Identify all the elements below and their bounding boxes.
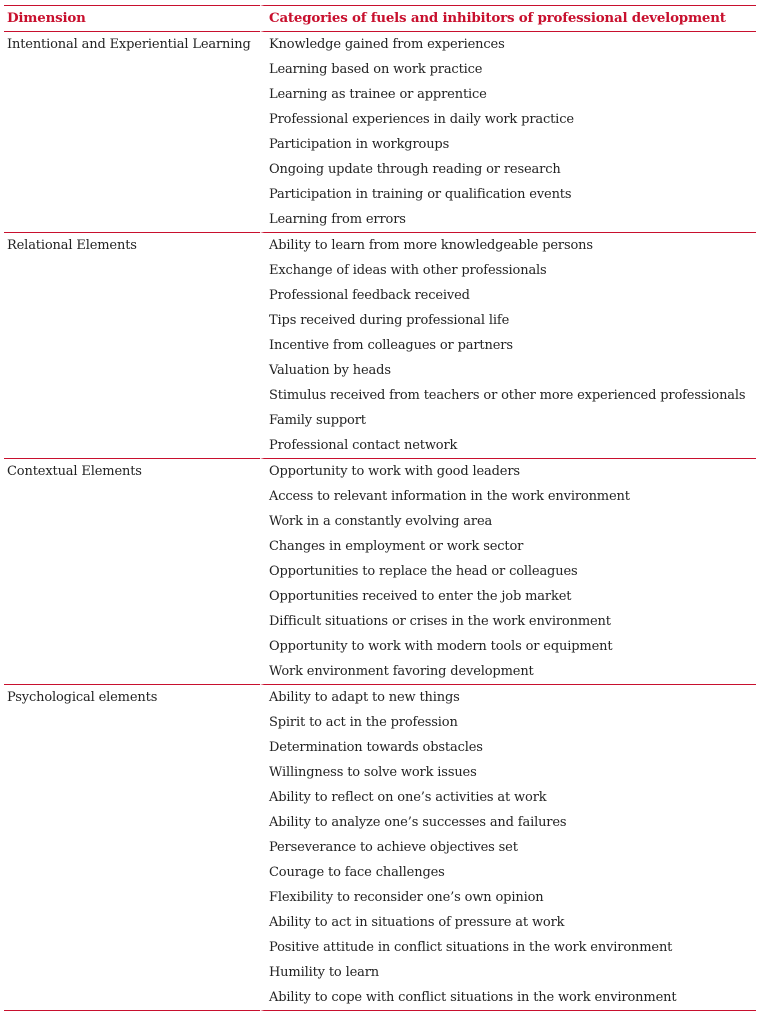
table-row [4,685,756,710]
category-cell: Determination towards obstacles [260,735,756,760]
table-row [4,810,756,835]
dimension-cell-empty [4,358,260,383]
dimension-cell-empty [4,333,260,358]
table-row [4,433,756,459]
category-cell: Courage to face challenges [260,860,756,885]
category-cell: Ongoing update through reading or research [260,157,756,182]
table-row [4,107,756,132]
dimension-cell-empty [4,534,260,559]
dimension-cell-empty [4,960,260,985]
dimension-cell-empty [4,484,260,509]
table-row [4,157,756,182]
category-cell: Stimulus received from teachers or other more experienced professionals [260,383,756,408]
table-row [4,182,756,207]
table-row [4,534,756,559]
dimension-cell-empty [4,509,260,534]
table-row [4,735,756,760]
dimension-cell-empty [4,383,260,408]
category-cell: Willingness to solve work issues [260,760,756,785]
dimension-cell-empty [4,810,260,835]
table-row [4,885,756,910]
category-cell: Opportunities to replace the head or colleagues [260,559,756,584]
category-cell: Ability to cope with conflict situations in the work environment [260,985,756,1011]
category-cell: Knowledge gained from experiences [260,32,756,57]
dimension-cell-empty [4,408,260,433]
table-row [4,57,756,82]
dimension-cell-empty [4,584,260,609]
category-cell: Ability to reflect on one’s activities at work [260,785,756,810]
dimension-cell-empty [4,885,260,910]
category-cell: Valuation by heads [260,358,756,383]
table-row [4,233,756,258]
category-cell: Spirit to act in the profession [260,710,756,735]
dimension-cell-empty [4,132,260,157]
dimension-cell-empty [4,860,260,885]
category-cell: Ability to analyze one’s successes and failures [260,810,756,835]
category-cell: Opportunity to work with modern tools or equipment [260,634,756,659]
category-cell: Exchange of ideas with other professionals [260,258,756,283]
table-row [4,207,756,233]
table-row [4,785,756,810]
dimension-cell-empty [4,258,260,283]
dimension-cell-empty [4,107,260,132]
dimension-cell: Contextual Elements [7,464,142,479]
table-row [4,609,756,634]
category-cell: Ability to learn from more knowledgeable persons [260,233,756,258]
category-cell: Incentive from colleagues or partners [260,333,756,358]
category-cell: Tips received during professional life [260,308,756,333]
categories-column-header: Categories of fuels and inhibitors of professional development [260,5,756,32]
table-row [4,258,756,283]
dimension-cell-empty [4,760,260,785]
table-row [4,358,756,383]
table-row [4,408,756,433]
dimension-cell-empty [4,57,260,82]
dimension-cell: Psychological elements [7,690,158,705]
category-cell: Participation in training or qualification events [260,182,756,207]
category-cell: Perseverance to achieve objectives set [260,835,756,860]
table-row [4,910,756,935]
table-row [4,860,756,885]
dimension-cell-empty [4,634,260,659]
dimensions-table [4,5,756,1011]
category-cell: Opportunity to work with good leaders [260,459,756,484]
header-row [4,5,756,32]
dimension-cell: Intentional and Experiential Learning [7,37,251,52]
dimension-cell-empty [4,308,260,333]
table-row [4,132,756,157]
dimension-cell-empty [4,735,260,760]
category-cell: Participation in workgroups [260,132,756,157]
table-row [4,283,756,308]
category-cell: Learning based on work practice [260,57,756,82]
table-row [4,584,756,609]
category-cell: Professional experiences in daily work practice [260,107,756,132]
table-row [4,459,756,484]
dimension-cell-empty [4,82,260,107]
category-cell: Professional contact network [260,433,756,459]
table-row [4,509,756,534]
table-row [4,634,756,659]
table-row [4,82,756,107]
dimension-column-header: Dimension [4,5,260,32]
category-cell: Work environment favoring development [260,659,756,685]
category-cell: Ability to act in situations of pressure at work [260,910,756,935]
category-cell: Positive attitude in conflict situations in the work environment [260,935,756,960]
table-row [4,333,756,358]
dimension-cell-empty [4,985,260,1011]
table-row [4,935,756,960]
dimension-cell: Relational Elements [7,238,137,253]
table-row [4,960,756,985]
table-row [4,659,756,685]
dimension-cell-empty [4,182,260,207]
table-row [4,710,756,735]
dimension-cell-empty [4,835,260,860]
dimension-cell-empty [4,785,260,810]
table-row [4,559,756,584]
table-row [4,383,756,408]
category-cell: Access to relevant information in the work environment [260,484,756,509]
dimension-cell-empty [4,910,260,935]
category-cell: Changes in employment or work sector [260,534,756,559]
category-cell: Humility to learn [260,960,756,985]
dimension-cell-empty [4,609,260,634]
dimension-cell-empty [4,283,260,308]
dimension-cell-empty [4,157,260,182]
category-cell: Ability to adapt to new things [260,685,756,710]
category-cell: Professional feedback received [260,283,756,308]
category-cell: Work in a constantly evolving area [260,509,756,534]
category-cell: Learning from errors [260,207,756,233]
category-cell: Opportunities received to enter the job market [260,584,756,609]
dimension-cell-empty [4,559,260,584]
category-cell: Family support [260,408,756,433]
dimension-cell-empty [4,935,260,960]
table-row [4,484,756,509]
table-row [4,308,756,333]
table-row [4,760,756,785]
dimension-cell-empty [4,433,260,459]
table-body [4,32,756,1011]
category-cell: Difficult situations or crises in the work environment [260,609,756,634]
table-row [4,32,756,57]
category-cell: Flexibility to reconsider one’s own opinion [260,885,756,910]
dimension-cell-empty [4,710,260,735]
dimension-cell-empty [4,207,260,233]
category-cell: Learning as trainee or apprentice [260,82,756,107]
dimension-cell-empty [4,659,260,685]
table-row [4,985,756,1011]
table-row [4,835,756,860]
